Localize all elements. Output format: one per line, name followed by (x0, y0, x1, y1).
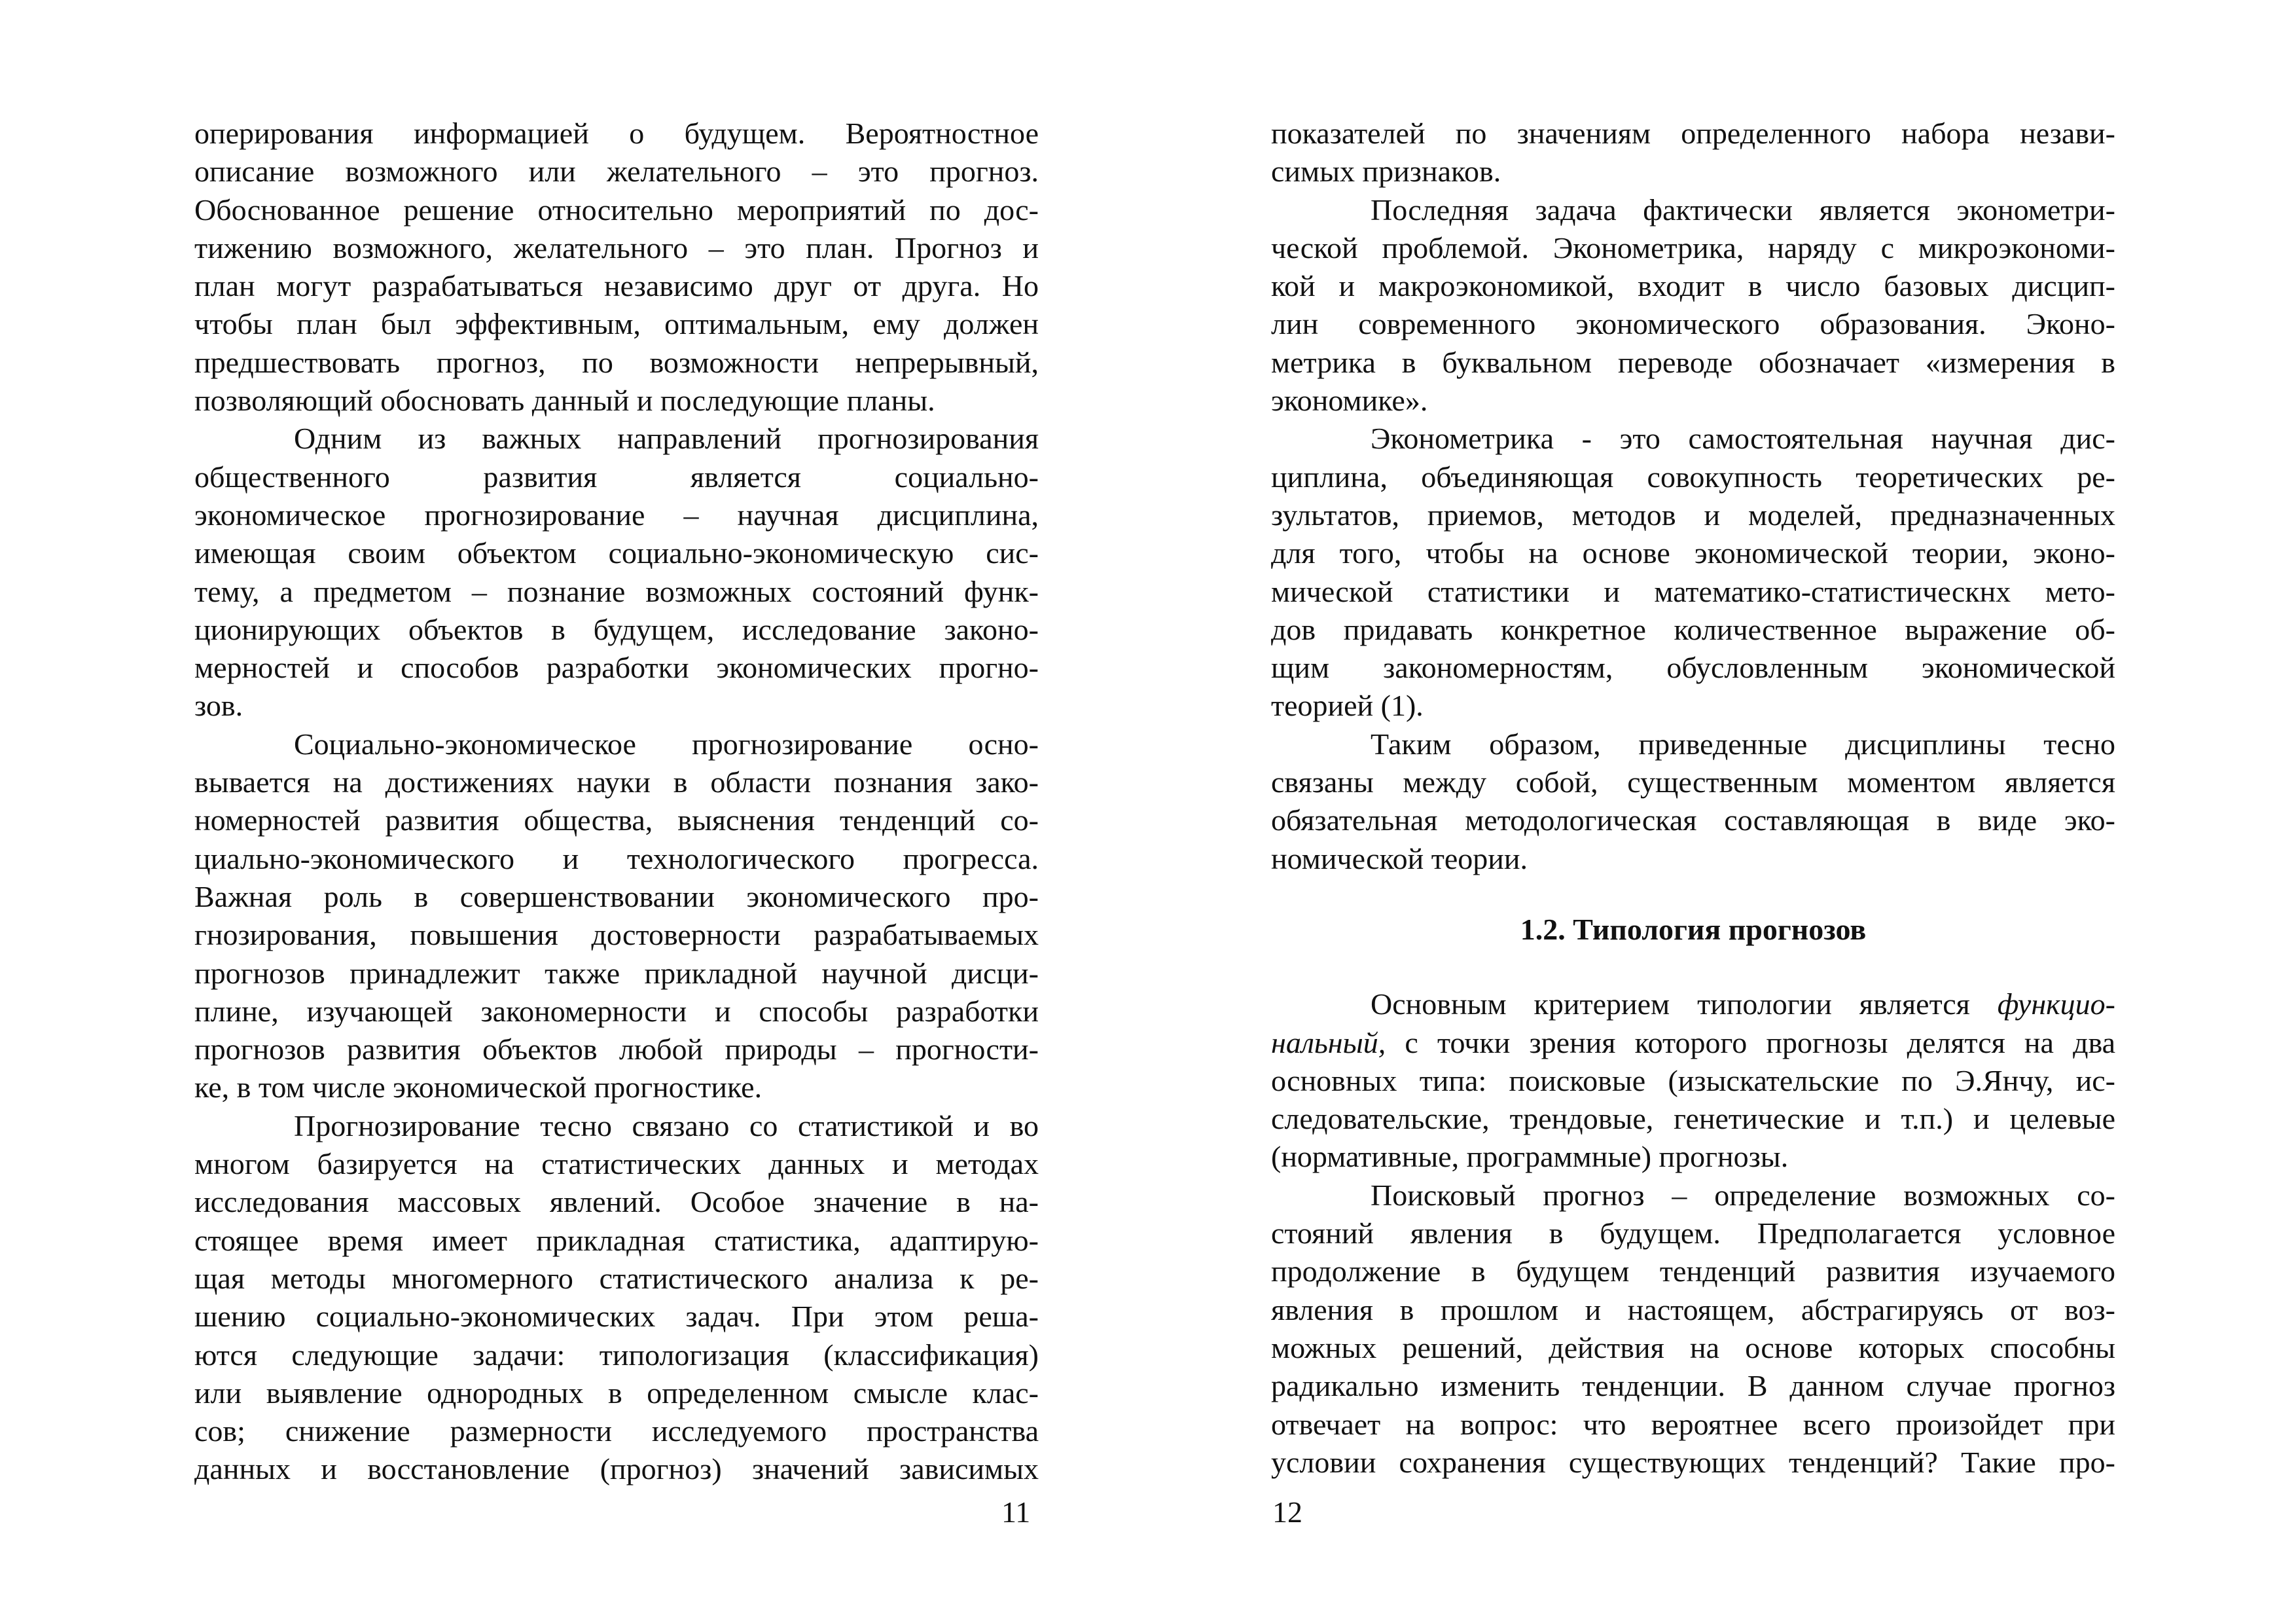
text-line: гнозирования, повышения достоверности разрабатываемых (194, 918, 1039, 952)
text-line: Важная роль в совершенствовании экономического про- (194, 879, 1039, 913)
text-line: многом базируется на статистических данных и методах (194, 1147, 1039, 1181)
text-line: Обоснованное решение относительно мероприятий по дос- (194, 192, 1039, 227)
text-line: номерностей развития общества, выяснения тенденций со- (194, 803, 1039, 837)
spacer (1271, 949, 2115, 985)
text-line (1271, 985, 2115, 1023)
spacer (1271, 878, 2115, 911)
text-line: продолжение в будущем тенденций развития изучаемого (1271, 1254, 2115, 1288)
text-line: теорией (1). (1271, 689, 1424, 723)
text-line: Поисковый прогноз – определение возможных со- (1371, 1178, 2115, 1212)
italic-term: функцио- (1997, 987, 2115, 1021)
text-line: зультатов, приемов, методов и моделей, предназначенных (1271, 498, 2115, 532)
text-run: Основным критерием типологии является (1371, 987, 1998, 1021)
text-line: Социально-экономическое прогнозирование осно- (294, 727, 1039, 761)
text-line: следовательские, трендовые, генетические и т.п.) и целевые (1271, 1102, 2115, 1136)
text-line: Одним из важных направлений прогнозирования (294, 422, 1039, 456)
text-line: описание возможного или желательного – это прогноз. (194, 155, 1039, 189)
text-line: мической статистики и математико-статистическнх мето- (1271, 574, 2115, 608)
text-line: Последняя задача фактически является эконометри- (1371, 192, 2115, 227)
text-line: ке, в том числе экономической прогностике. (194, 1070, 762, 1104)
page-number: 12 (1272, 1495, 1302, 1529)
text-line (1271, 1024, 2115, 1062)
text-line: данных и восстановление (прогноз) значений зависимых (194, 1452, 1039, 1486)
italic-term: нальный, (1271, 1025, 1386, 1059)
text-line: или выявление однородных в определенном смысле клас- (194, 1376, 1039, 1410)
text-line: план могут разрабатываться независимо друг от друга. Но (194, 269, 1039, 303)
text-line: симых признаков. (1271, 155, 1501, 189)
right-page (1148, 0, 2296, 1623)
text-line: номической теории. (1271, 841, 1528, 875)
text-run: с точки зрения которого прогнозы делятся на два (1386, 1025, 2115, 1059)
text-line: общественного развития является социально- (194, 460, 1039, 494)
text-line: для того, чтобы на основе экономической теории, эконо- (1271, 536, 2115, 570)
text-line: лин современного экономического образования. Эконо- (1271, 307, 2115, 341)
section-heading: 1.2. Типология прогнозов (1520, 912, 1867, 946)
text-line: щим закономерностям, обусловленным экономической (1271, 651, 2115, 685)
text-line: сов; снижение размерности исследуемого пространства (194, 1414, 1039, 1448)
text-line: ческой проблемой. Эконометрика, наряду с микроэкономи- (1271, 230, 2115, 264)
text-line: оперирования информацией о будущем. Вероятностное (194, 117, 1039, 150)
text-line: дов придавать конкретное количественное выражение об- (1271, 612, 2115, 646)
text-line: тему, а предметом – познание возможных состояний функ- (194, 574, 1039, 608)
text-line: имеющая своим объектом социально-экономическую сис- (194, 536, 1039, 570)
text-line: отвечает на вопрос: что вероятнее всего произойдет при (1271, 1407, 2115, 1441)
text-line: (нормативные, программные) прогнозы. (1271, 1140, 1789, 1174)
text-line: обязательная методологическая составляющая в виде эко- (1271, 803, 2115, 837)
text-line: стояний явления в будущем. Предполагается условное (1271, 1216, 2115, 1250)
text-line: связаны между собой, существенным моментом является (1271, 765, 2115, 799)
text-line: циплина, объединяющая совокупность теоретических ре- (1271, 460, 2115, 494)
right-page-text (1271, 115, 2115, 1482)
left-page-text (194, 115, 1039, 1489)
text-line: предшествовать прогноз, по возможности непрерывный, (194, 345, 1039, 379)
text-line: можных решений, действия на основе которых способны (1271, 1330, 2115, 1364)
text-line: Прогнозирование тесно связано со статистикой и во (294, 1108, 1039, 1142)
text-line: прогнозов развития объектов любой природы – прогности- (194, 1032, 1039, 1067)
text-line: показателей по значениям определенного набора незави- (1271, 117, 2115, 150)
text-line: вывается на достижениях науки в области познания зако- (194, 765, 1039, 799)
text-line: циально-экономического и технологического прогресса. (194, 841, 1039, 875)
text-line: стоящее время имеет прикладная статистика, адаптирую- (194, 1223, 1039, 1257)
text-line: ются следующие задачи: типологизация (классификация) (194, 1338, 1039, 1372)
text-line: тижению возможного, желательного – это план. Прогноз и (194, 230, 1039, 264)
text-line: радикально изменить тенденции. В данном случае прогноз (1271, 1369, 2115, 1403)
text-line: экономическое прогнозирование – научная дисциплина, (194, 498, 1039, 532)
text-line: Таким образом, приведенные дисциплины тесно (1371, 727, 2115, 761)
text-line: шению социально-экономических задач. При этом реша- (194, 1300, 1039, 1334)
text-line: Эконометрика - это самостоятельная научная дис- (1371, 422, 2115, 456)
page-number: 11 (1001, 1495, 1031, 1529)
text-line: основных типа: поисковые (изыскательские по Э.Янчу, ис- (1271, 1063, 2115, 1097)
text-line: условии сохранения существующих тенденций? Такие про- (1271, 1445, 2115, 1479)
text-line: чтобы план был эффективным, оптимальным, ему должен (194, 307, 1039, 341)
text-line: прогнозов принадлежит также прикладной научной дисци- (194, 956, 1039, 990)
text-line: исследования массовых явлений. Особое значение в на- (194, 1185, 1039, 1219)
text-line: метрика в буквальном переводе обозначает «измерения в (1271, 345, 2115, 379)
text-line: экономике». (1271, 384, 1428, 418)
text-line: мерностей и способов разработки экономических прогно- (194, 651, 1039, 685)
text-line: явления в прошлом и настоящем, абстрагируясь от воз- (1271, 1292, 2115, 1326)
text-line: плине, изучающей закономерности и способы разработки (194, 994, 1039, 1028)
text-line: позволяющий обосновать данный и последующие планы. (194, 384, 935, 418)
text-line: кой и макроэкономикой, входит в число базовых дисцип- (1271, 269, 2115, 303)
text-line: зов. (194, 689, 243, 723)
text-line: ционирующих объектов в будущем, исследование законо- (194, 612, 1039, 646)
text-line: щая методы многомерного статистического анализа к ре- (194, 1261, 1039, 1295)
